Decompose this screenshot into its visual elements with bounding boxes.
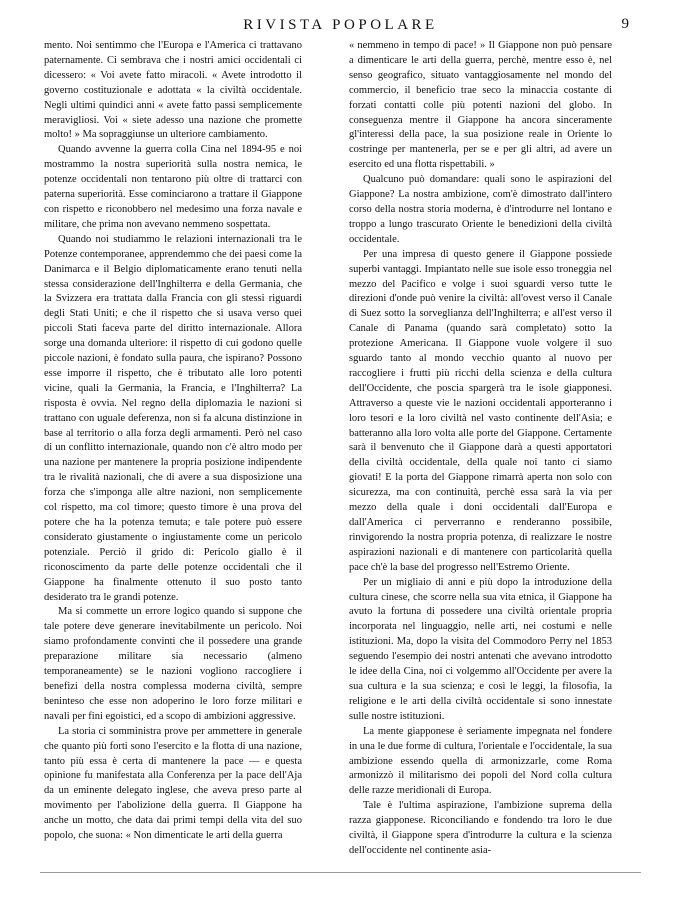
paragraph: Quando avvenne la guerra colla Cina nel 1894-95 e noi mostrammo la nostra superiorità sulla nostra nemica, le potenze occidentali non tentarono più oltre di trattarci con paterna superiorità. Esse cominciarono a trattare il Giappone con rispetto e riconobbero nel medesimo una forza navale e militare, che prima non avevano nemmeno sospettata. (44, 144, 302, 230)
paragraph: Qualcuno può domandare: quali sono le aspirazioni del Giappone? La nostra ambizione, com'è dimostrato dall'intero corso della nostra storia moderna, è d'introdurre nel lontano e troppo a lungo trascurato Oriente le benedizioni della civiltà occidentale. (349, 174, 612, 245)
paragraph: Per una impresa di questo genere il Giappone possiede superbi vantaggi. Impiantato nelle sue isole esso troneggia nel mezzo del Pacifico e volge i suoi sguardi verso tutte le direzioni d'onde può venire la civiltà: all'ovest verso il Canale di Suez sotto la sorveglianza dell'Inghilterra; e all'est verso il Canale di Panama (quando sarà completato) sotto la protezione Americana. Il Giappone vuole volgere il suo sguardo tanto al mondo vecchio quanto al nuovo per raccogliere i frutti più ricchi della scienza e della cultura dell'Occidente, che poscia spargerà tra le isole giapponesi. Attraverso a queste vie le nazioni occidentali apporteranno i loro tesori e la loro civiltà nel vasto continente dell'Asia; e batteranno alla loro volta alle porte del Giappone. Certamente sarà il benvenuto che il Giappone darà a questi apportatori della civiltà occidentale, della quale noi tanto ci siamo giovati! E la porta del Giappone rimarrà aperta non solo con sicurezza, ma con continuità, perchè essa sarà la via per mezzo della quale i doni occidentali dall'Europa e dall'America ci perverranno e renderanno possibile, rinvigorendo la nostra propria potenza, di realizzare le nostre aspirazioni nazionali e di mantenere con particolarità quella pace ch'è la base del progresso nell'Estremo Oriente. (349, 248, 612, 573)
paragraph: Quando noi studiammo le relazioni internazionali tra le Potenze contemporanee, apprendemmo che dei paesi come la Danimarca e il Belgio diplomaticamente erano tenuti nella stessa considerazione dell'Inghilterra e della Germania, che la Svizzera era trattata dalla Francia con gli stessi riguardi degli Stati Uniti; e che il rispetto che si usava verso quei piccoli Stati faceva parte del diritto internazionale. Allora sorge una domanda ulteriore: il rispetto di cui godono quelle piccole nazioni, è fondato sulla paura, che ispirano? Possono esse imporre il rispetto, che è tributato alle loro potenti vicine, quali la Germania, la Francia, e l'Inghilterra? La risposta è ovvia. Nel regno della diplomazia le nazioni si trattano con uguale deferenza, non si fa alcuna distinzione in base al territorio o alla forza degli armamenti. Però nel caso di un conflitto internazionale, quando non c'è altro modo per una nazione per mantenere la propria posizione indipendente tra le rivalità nazionali, che di avere a sua disposizione una forza che s'imponga alle altre nazioni, non semplicemente col rispetto, ma col timore; questo timore è una prova del potere che ha la potenza temuta; e tale potere può essere considerato giustamente o ingiustamente come un pericolo potenziale. Perciò il grido di: Pericolo giallo è il riconoscimento da parte delle potenze occidentali che il Giappone ha finalmente ottenuto il suo posto tanto desiderato tra le grandi potenze. (44, 233, 302, 603)
running-header (40, 13, 641, 37)
paragraph: La mente giapponese è seriamente impegnata nel fondere in una le due forme di cultura, l'orientale e l'occidentale, la sua ambizione essendo quella di armonizzarle, come Roma armonizzò il militarismo dei popoli del Nord colla cultura delle razze meridionali di Europa. (349, 725, 612, 797)
paragraph: Per un migliaio di anni e più dopo la introduzione della cultura cinese, che scorre nella sua vita etnica, il Giappone ha avuto la fortuna di possedere una civiltà orientale propria incorporata nel linguaggio, nelle arti, nei costumi e nelle istituzioni. Ma, dopo la visita del Commodoro Perry nel 1853 seguendo l'esempio dei nostri antenati che avevano introdotto le idee della Cina, noi ci volgemmo all'Occidente per avere la sua cultura e la sua scienza; e così le leggi, la filosofia, la religione e le arti della civiltà occidentale si sono innestate sulle nostre istituzioni. (349, 576, 612, 722)
paragraph: Ma si commette un errore logico quando si suppone che tale potere deve generare inevitabilmente un pericolo. Noi siamo profondamente convinti che il possedere una grande preparazione militare sia necessario (almeno temporaneamente) se le nazioni vogliono raccogliere i benefizi della nostra complessa moderna civiltà, sempre beninteso che esse non adoperino le loro forze militari e navali per fini egoistici, ed a scopo di ambizioni aggressive. (44, 606, 302, 722)
paragraph: La storia ci somministra prove per ammettere in generale che quanto più forti sono l'esercito e la flotta di una nazione, tanto più essa è certa di mantenere la pace — e questa opinione fu manifestata alla Conferenza per la pace dell'Aja da un eminente delegato inglese, che aveva preso parte al movimento per l'abolizione della guerra. Il Giappone ha anche un motto, che data dai primi tempi della vita del suo popolo, che suona: « Non dimenticate le arti della guerra (44, 725, 302, 842)
journal-title: RIVISTA POPOLARE (243, 17, 438, 33)
right-column (349, 39, 612, 859)
paragraph: mento. Noi sentimmo che l'Europa e l'America ci trattavano paternamente. Ci sembrava che i nostri amici occidentali ci dicessero: « Voi avete fatto miracoli. « Avete introdotto il governo costituzionale e adottata « la civiltà occidentale. Negli ultimi quindici anni « avete fatto passi semplicemente meravigliosi. Voi « siete adesso una nazione che promette molto! » Ma sopraggiunse un ulteriore cambiamento. (44, 40, 302, 141)
paragraph: « nemmeno in tempo di pace! » Il Giappone non può pensare a dimenticare le arti della guerra, perchè, mentre esso è, nel senso geografico, situato vantaggiosamente nel mondo del commercio, il beneficio trae seco la minaccia costante di forzati contatti colle più potenti nazioni del globo. In conseguenza mentre il Giappone ha ancora sinceramente gl'interessi della pace, la sua posizione reale in Oriente lo costringe per mantenerla, per se e per gli altri, ad avere un esercito ed una flotta rispettabili. » (349, 40, 612, 171)
left-column (44, 39, 302, 844)
page-number: 9 (621, 16, 629, 32)
paragraph: Tale è l'ultima aspirazione, l'ambizione suprema della razza giapponese. Riconciliando e fondendo tra loro le due civiltà, il Giappone spera d'introdurre la cultura e la scienza dell'occidente nel continente asia- (349, 800, 612, 856)
footer-rule (40, 872, 641, 873)
